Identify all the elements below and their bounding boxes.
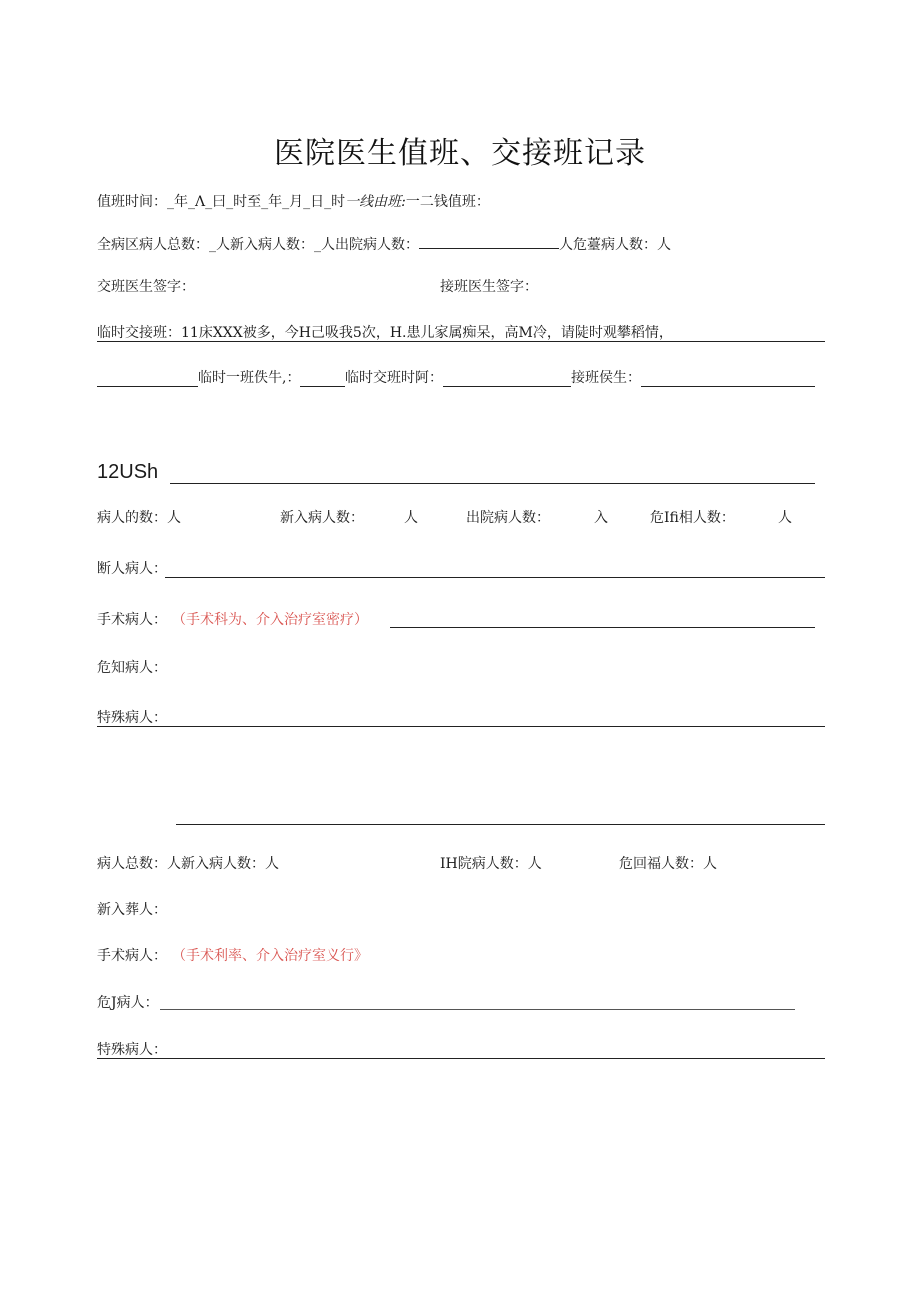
ward-discharged-label: 出院病人数： (335, 237, 419, 253)
s2-critical-patients[interactable]: 危J病人： (97, 995, 159, 1011)
s2-special-patients[interactable]: 特殊病人： (97, 1042, 167, 1058)
discharged-blank[interactable] (419, 234, 559, 249)
second-line-label: 一二钱值班： (405, 194, 490, 210)
s1-new-label: 新入病人数： (280, 510, 364, 526)
s1-surgery-label[interactable]: 手术病人： (97, 612, 167, 628)
s2-surgery-note: （手术利率、介入治疗室义行》 (172, 948, 368, 964)
page-title: 医院医生值班、交接班记录 (274, 136, 646, 171)
temp-handover-text: 临时交接班：11床XXX被多，今H己吸我5次，H.患儿家属痴呆，高M冷，请陡时观攀稻情， (97, 325, 673, 341)
first-line-label: 一线由班: (345, 194, 406, 210)
temp-shift-time[interactable]: 临时交班时阿： (345, 370, 443, 386)
receiving-doctor-signature[interactable]: 接班医生签字： (440, 279, 538, 295)
s2-new-patients[interactable]: 新入葬人： (97, 902, 167, 918)
s2-critical-underline (160, 1009, 795, 1010)
s1-patients-label: 病人的数：人 (97, 510, 181, 526)
ward-new-label: 新入病人数：_人 (230, 237, 335, 253)
ward-total-label: 全病区病人总数：_人 (97, 237, 230, 253)
section1-heading: 12USh (97, 461, 159, 483)
duty-time-label: 值班时间： (97, 194, 167, 210)
handover-doctor-signature[interactable]: 交班医生签字： (97, 279, 195, 295)
duty-time-value: _年_Λ_曰_时至_年_月_日_时 (167, 194, 346, 210)
ward-critical-label: 人危薹病人数：人 (559, 237, 671, 253)
s1-new-unit: 人 (404, 510, 418, 526)
s1-surgery-note: （手术科为、介入治疗室密疗） (172, 612, 368, 628)
s2-critical-label: 危回福人数：人 (619, 856, 717, 872)
s2-discharged-label: IH院病人数：人 (440, 856, 542, 872)
s2-surgery-label[interactable]: 手术病人： (97, 948, 167, 964)
s1-discharged-unit: 入 (594, 510, 608, 526)
temp-handover-underline (97, 341, 825, 342)
s1-special-patients[interactable]: 特殊病人： (97, 710, 167, 726)
s2-patients-label: 病人总数：人新入病人数：人 (97, 856, 279, 872)
duty-time-row (97, 192, 490, 212)
s1-special-underline (97, 726, 825, 727)
s1-critical-label: 危Ifi相人数： (650, 510, 735, 526)
s1-broken-patients[interactable]: 断人病人： (97, 561, 167, 577)
s1-discharged-label: 出院病人数： (466, 510, 550, 526)
s1-surgery-underline (390, 627, 815, 628)
s1-critical-patients[interactable]: 危知病人： (97, 660, 167, 676)
temp-shift-doctor[interactable]: 临时一班佚牛,： (198, 370, 301, 386)
temp-receiving-doctor[interactable]: 接班侯生： (571, 370, 641, 386)
ward-summary-row (97, 234, 671, 255)
s1-critical-unit: 人 (778, 510, 792, 526)
section2-heading-rule (176, 824, 825, 825)
section1-heading-rule (170, 483, 815, 484)
s1-broken-underline (165, 577, 825, 578)
s2-special-underline (97, 1058, 825, 1059)
